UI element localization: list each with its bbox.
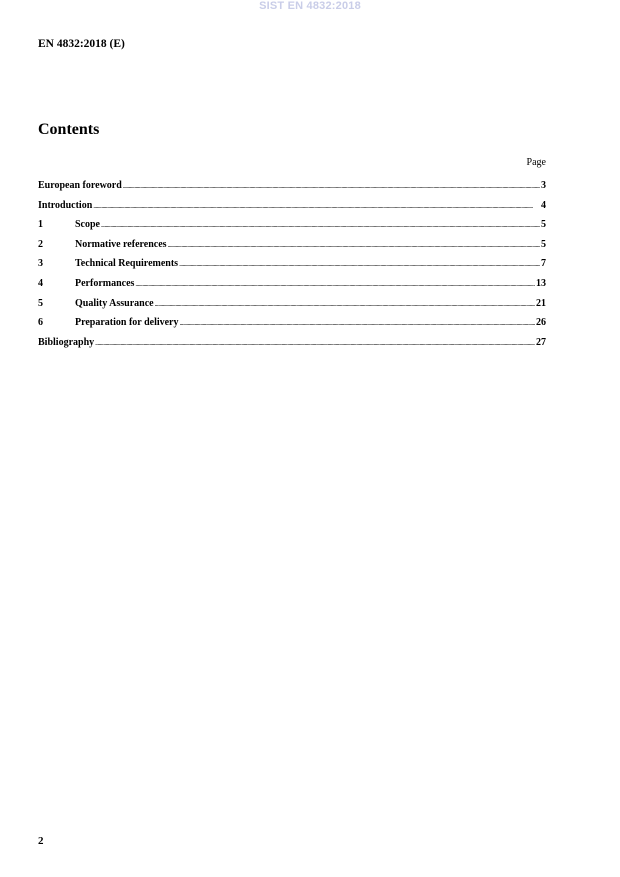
toc-leader-dots xyxy=(101,221,540,229)
toc-entry-number: 6 xyxy=(38,317,43,329)
toc-entry-quality-assurance[interactable] xyxy=(38,298,546,318)
table-of-contents xyxy=(38,180,546,356)
toc-entry-page: 5 xyxy=(541,219,546,231)
toc-entry-number: 2 xyxy=(38,238,43,250)
toc-entry-technical-requirements[interactable] xyxy=(38,258,546,278)
toc-entry-page: 3 xyxy=(541,180,546,191)
watermark: SIST EN 4832:2018 xyxy=(259,0,361,12)
toc-entry-label: Technical Requirements xyxy=(75,258,179,270)
toc-entry-page: 26 xyxy=(536,317,546,329)
document-code: EN 4832:2018 (E) xyxy=(38,38,125,50)
toc-leader-dots xyxy=(168,241,540,249)
toc-entry-label: Performances xyxy=(75,277,135,289)
toc-leader-dots xyxy=(95,339,535,347)
toc-entry-label: Bibliography xyxy=(38,336,95,348)
toc-leader-dots xyxy=(155,300,535,308)
toc-entry-european-foreword[interactable] xyxy=(38,180,546,200)
toc-entry-preparation-for-delivery[interactable] xyxy=(38,317,546,337)
toc-entry-label: Introduction xyxy=(38,199,93,211)
toc-entry-page: 21 xyxy=(536,297,546,309)
toc-entry-page: 13 xyxy=(536,277,546,289)
toc-entry-bibliography[interactable] xyxy=(38,337,546,357)
toc-entry-introduction[interactable] xyxy=(38,200,546,220)
toc-entry-label: Quality Assurance xyxy=(75,297,154,309)
toc-entry-page: 27 xyxy=(536,336,546,348)
toc-entry-page: 4 xyxy=(541,199,546,211)
page-number: 2 xyxy=(38,835,44,847)
toc-entry-label: Scope xyxy=(75,219,100,231)
toc-entry-label: Preparation for delivery xyxy=(75,317,179,329)
contents-title: Contents xyxy=(38,121,100,138)
toc-leader-dots xyxy=(179,260,540,268)
toc-entry-page: 5 xyxy=(541,238,546,250)
toc-entry-label: European foreword xyxy=(38,180,122,191)
toc-entry-number: 1 xyxy=(38,219,43,231)
toc-entry-number: 4 xyxy=(38,277,43,289)
toc-entry-performances[interactable] xyxy=(38,278,546,298)
toc-entry-page: 7 xyxy=(541,258,546,270)
toc-entry-label: Normative references xyxy=(75,238,167,250)
toc-leader-dots xyxy=(123,182,540,190)
toc-leader-dots xyxy=(135,280,535,288)
toc-entry-number: 3 xyxy=(38,258,43,270)
toc-entry-normative-references[interactable] xyxy=(38,239,546,259)
page-column-label: Page xyxy=(526,157,546,168)
toc-entry-scope[interactable] xyxy=(38,219,546,239)
toc-entry-number: 5 xyxy=(38,297,43,309)
toc-leader-dots xyxy=(93,202,540,210)
toc-leader-dots xyxy=(180,319,536,327)
